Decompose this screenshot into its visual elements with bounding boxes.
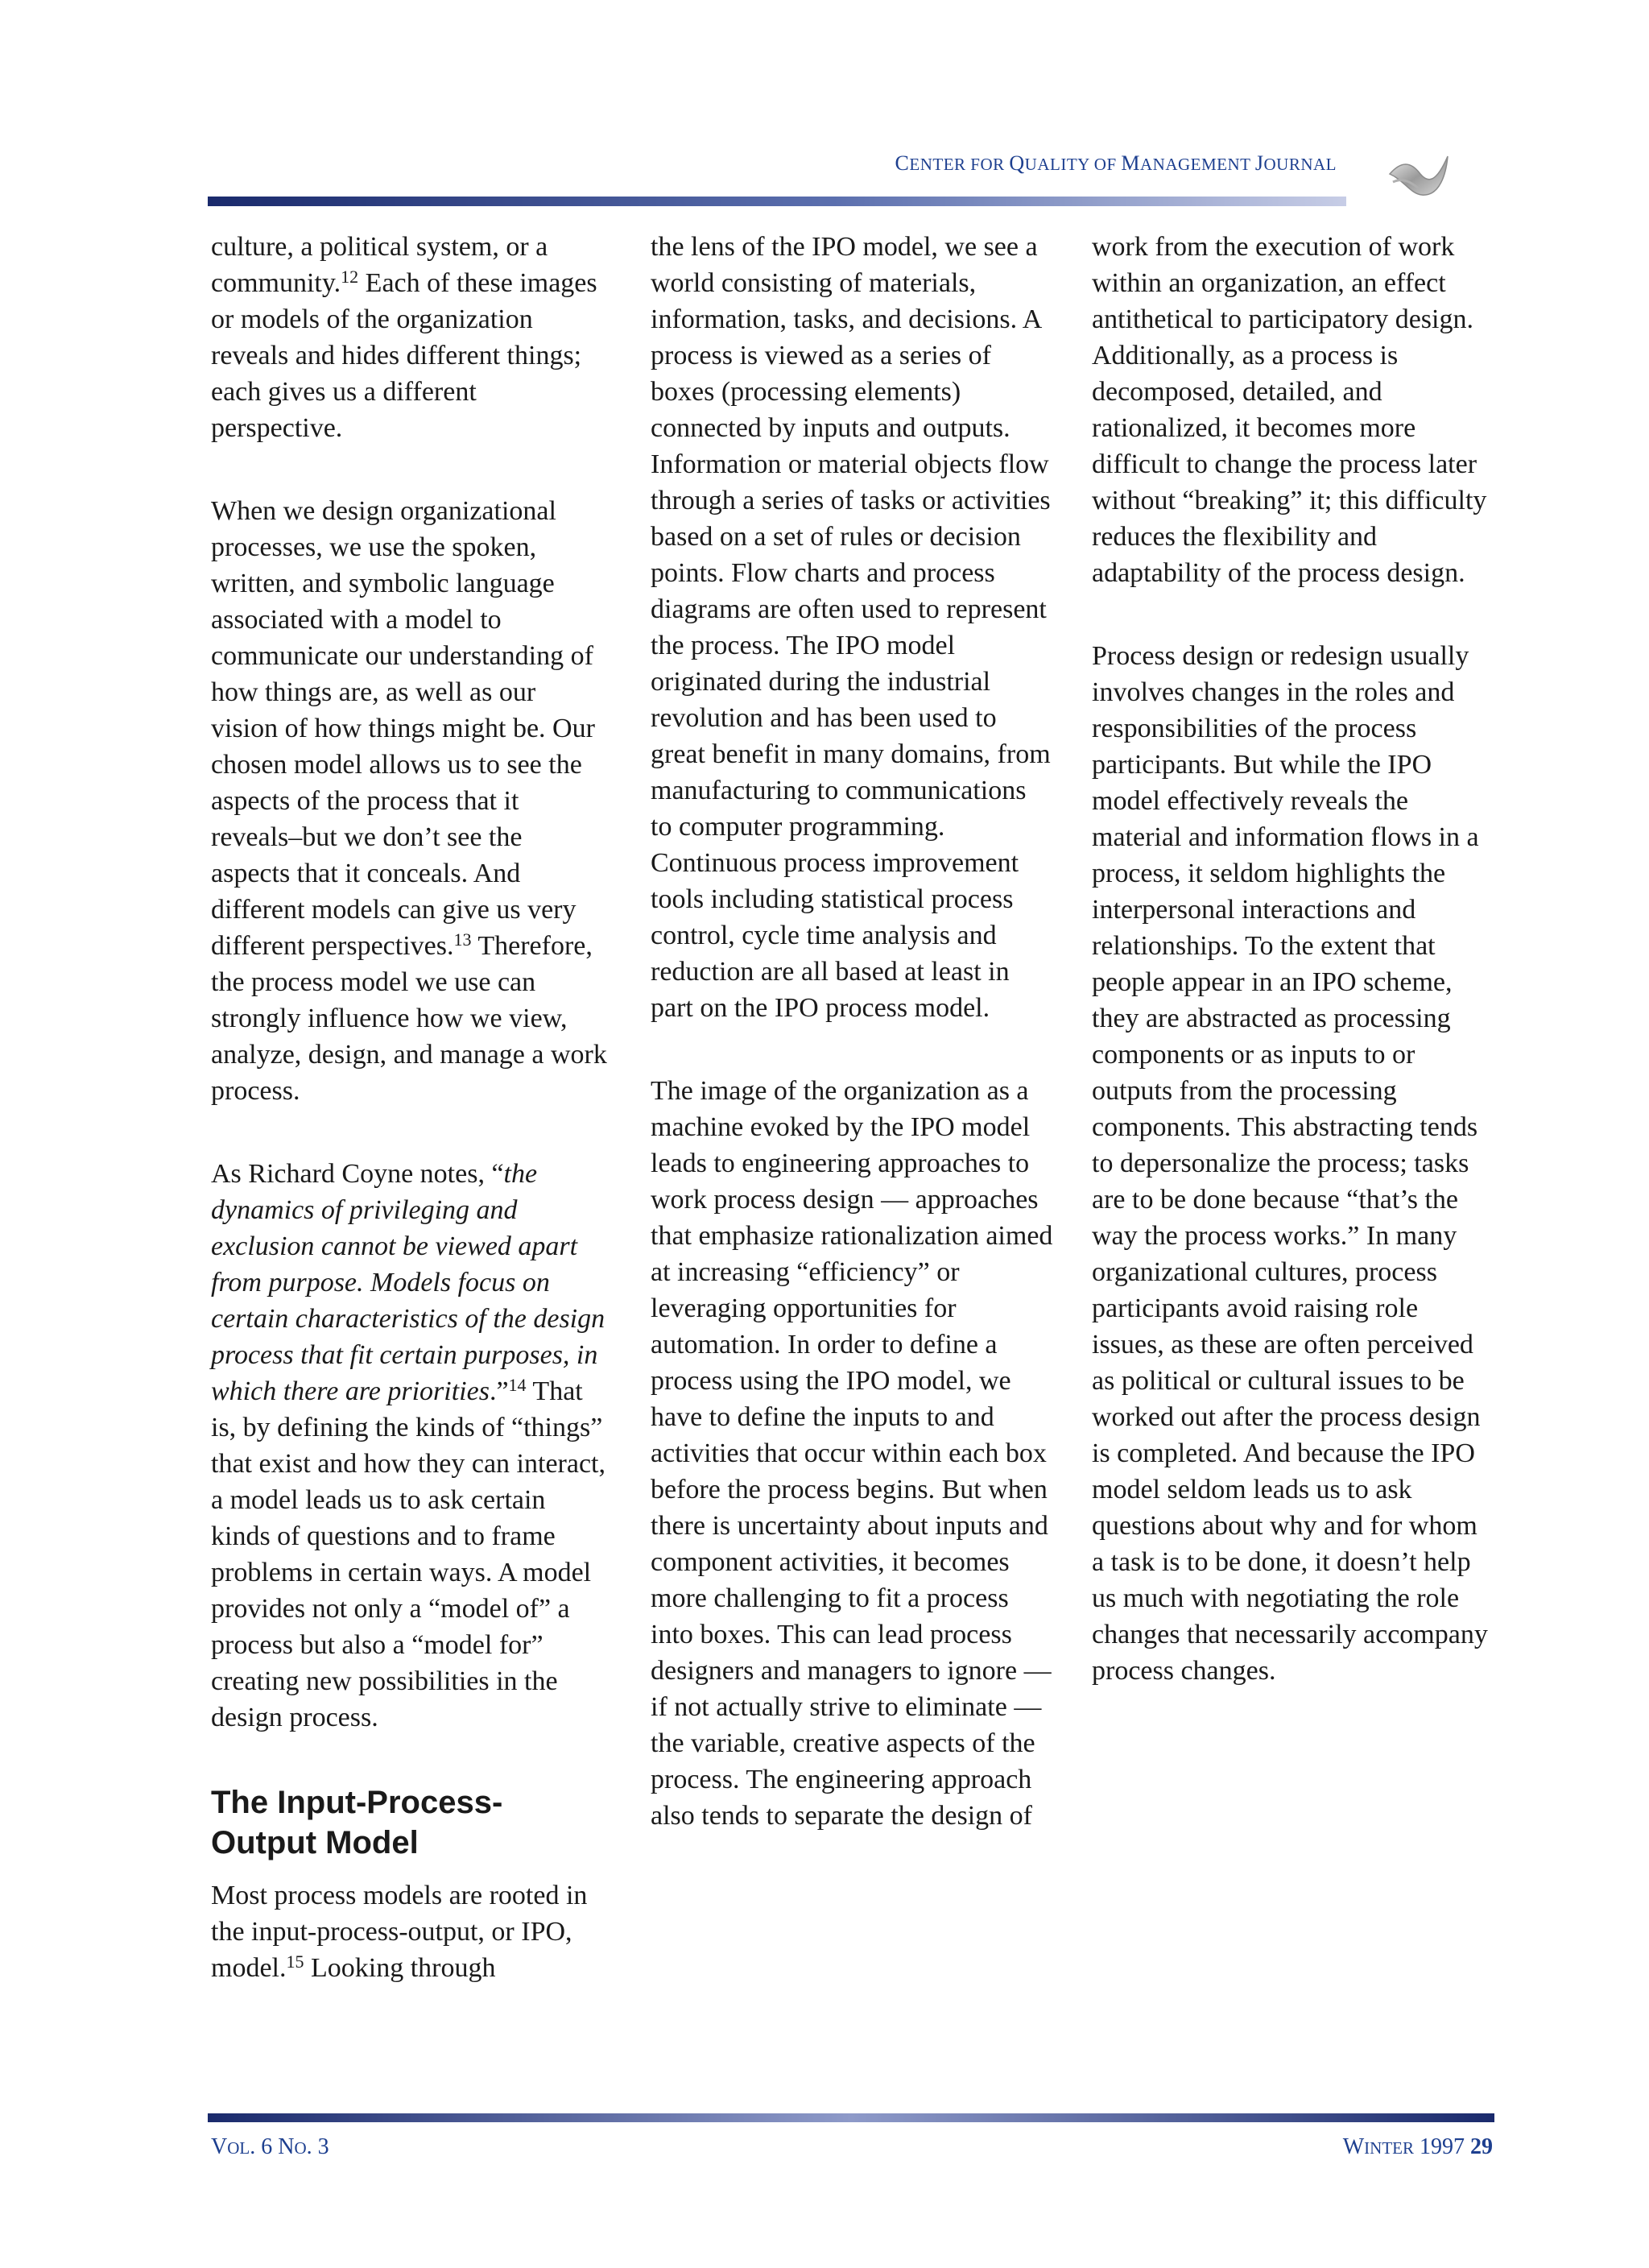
footnote-ref: 12	[341, 267, 359, 287]
column-2	[651, 229, 1053, 1881]
footnote-ref: 15	[286, 1951, 304, 1972]
page-number: 29	[1470, 2134, 1493, 2159]
header-rule	[208, 197, 1346, 206]
footer-rule	[208, 2113, 1494, 2122]
footnote-ref: 14	[508, 1375, 527, 1395]
issue-date: WINTER 1997 29	[1342, 2134, 1493, 2159]
paragraph: Process design or redesign usually involves changes in the roles and responsibilities of the process participants. But while the IPO model effectively reveals the material and information flows in a process, it seldom highlights the interpersonal interactions and relationships. To the extent that people appear in an IPO scheme, they are abstracted as processing components or as inputs to or outputs from the processing components. This abstracting tends to depersonalize the process; tasks are to be done because “that’s the way the process works.” In many organizational cultures, process participants avoid raising role issues, as these are often perceived as political or cultural issues to be worked out after the process design is completed. And because the IPO model seldom leads us to ask questions about why and for whom a task is to be done, it doesn’t help us much with negotiating the role changes that necessarily accompany process changes.	[1092, 641, 1488, 1686]
paragraph: work from the execution of work within an organization, an effect antithetical to participatory design. Additionally, as a process is decomposed, detailed, and rationalized, it becomes more difficult to change the process later without “breaking” it; this difficulty reduces the flexibility and adaptability of the process design.	[1092, 232, 1487, 588]
column-1	[211, 229, 607, 1986]
volume-issue: VOL. 6 NO. 3	[211, 2134, 329, 2159]
column-3	[1092, 229, 1494, 1736]
paragraph: As Richard Coyne notes, “the dynamics of privileging and exclusion cannot be viewed apart from purpose. Models focus on certain characteristics of the design process that fit certain purposes, in which there are priorities.”$^{14}$ That is, by defining the kinds of “things” that exist and how they can interact, a model leads us to ask certain kinds of questions and to frame problems in certain ways. A model provides not only a “model of” a process but also a “model for” creating new possibilities in the design process.	[211, 1159, 605, 1732]
journal-title: CENTER FOR QUALITY OF MANAGEMENT JOURNAL	[895, 151, 1337, 175]
paragraph: the lens of the IPO model, we see a world consisting of materials, information, tasks, and decisions. A process is viewed as a series of boxes (processing elements) connected by inputs and outputs. Information or material objects flow through a series of tasks or activities based on a set of rules or decision points. Flow charts and process diagrams are often used to represent the process. The IPO model originated during the industrial revolution and has been used to great benefit in many domains, from manufacturing to communications to computer programming. Continuous process improvement tools including statistical process control, cycle time analysis and reduction are all based at least in part on the IPO process model.	[651, 232, 1051, 1023]
journal-logo-icon	[1387, 150, 1451, 203]
footnote-ref: 13	[453, 929, 472, 950]
paragraph: When we design organizational processes, we use the spoken, written, and symbolic language associated with a model to communicate our understanding of how things are, as well as our vision of how things might be. Our chosen model allows us to see the aspects of the process that it reveals–but we don’t see the aspects that it conceals. And different models can give us very different perspectives.$^{13}$ Therefore, the process model we use can strongly influence how we view, analyze, design, and manage a work process.	[211, 496, 607, 1106]
quotation: the dynamics of privileging and exclusion cannot be viewed apart from purpose. Models focus on certain characteristics of the design process that fit certain purposes, in which there are priorities	[211, 1159, 605, 1406]
paragraph: Most process models are rooted in the input-process-output, or IPO, model.$^{15}$ Looking through	[211, 1881, 588, 1983]
paragraph: culture, a political system, or a community.$^{12}$ Each of these images or models of the organization reveals and hides different things; each gives us a different perspective.	[211, 232, 597, 443]
section-heading: The Input-Process-Output Model	[211, 1785, 503, 1860]
paragraph: The image of the organization as a machine evoked by the IPO model leads to engineering approaches to work process design — approaches that emphasize rationalization aimed at increasing “efficiency” or leveraging opportunities for automation. In order to define a process using the IPO model, we have to define the inputs to and activities that occur within each box before the process begins. But when there is uncertainty about inputs and component activities, it becomes more challenging to fit a process into boxes. This can lead process designers and managers to ignore — if not actually strive to eliminate — the variable, creative aspects of the process. The engineering approach also tends to separate the design of	[651, 1076, 1053, 1831]
